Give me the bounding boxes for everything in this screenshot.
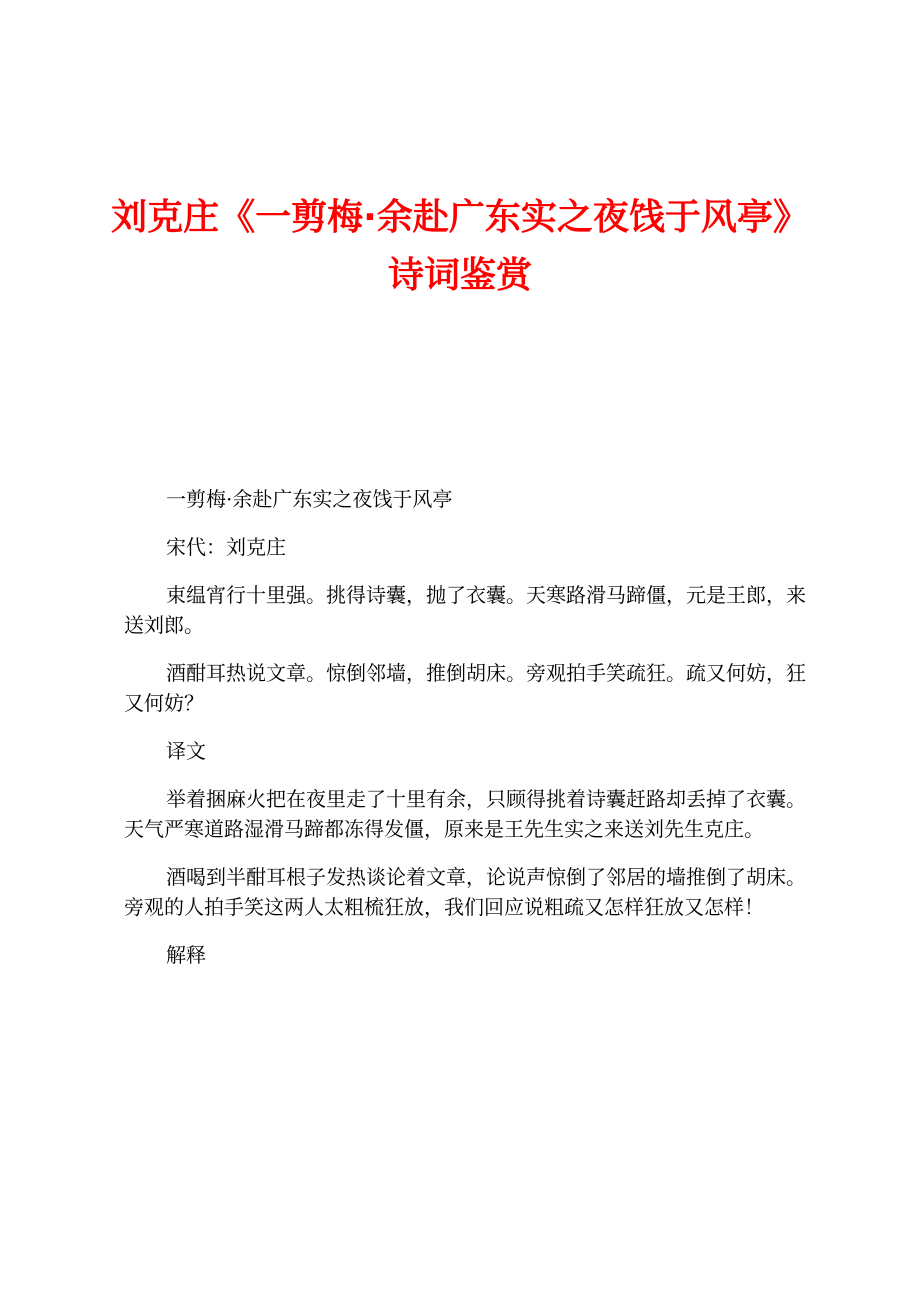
poem-title: 一剪梅·余赴广东实之夜饯于风亭 — [166, 487, 453, 511]
notes-heading: 解释 — [166, 943, 206, 967]
poem-author: 宋代：刘克庄 — [166, 535, 286, 559]
poem-stanza-1: 束缊宵行十里强。挑得诗囊，抛了衣囊。天寒路滑马蹄僵，元是王郎，来送刘郎。 — [124, 583, 806, 637]
document-title-line-2: 诗词鉴赏 — [387, 255, 532, 296]
translation-paragraph-2: 酒喝到半酣耳根子发热谈论着文章，论说声惊倒了邻居的墙推倒了胡床。旁观的人拍手笑这两人太粗梳狂放，我们回应说粗疏又怎样狂放又怎样！ — [124, 865, 806, 919]
document-body — [124, 484, 806, 988]
translation-paragraph-1: 举着捆麻火把在夜里走了十里有余，只顾得挑着诗囊赶路却丢掉了衣囊。天气严寒道路湿滑马蹄都冻得发僵，原来是王先生实之来送刘先生克庄。 — [124, 787, 806, 841]
translation-heading: 译文 — [166, 739, 206, 763]
poem-stanza-2: 酒酣耳热说文章。惊倒邻墙，推倒胡床。旁观拍手笑疏狂。疏又何妨，狂又何妨？ — [124, 661, 806, 715]
document-title-line-1: 刘克庄《一剪梅·余赴广东实之夜饯于风亭》 — [111, 197, 809, 238]
